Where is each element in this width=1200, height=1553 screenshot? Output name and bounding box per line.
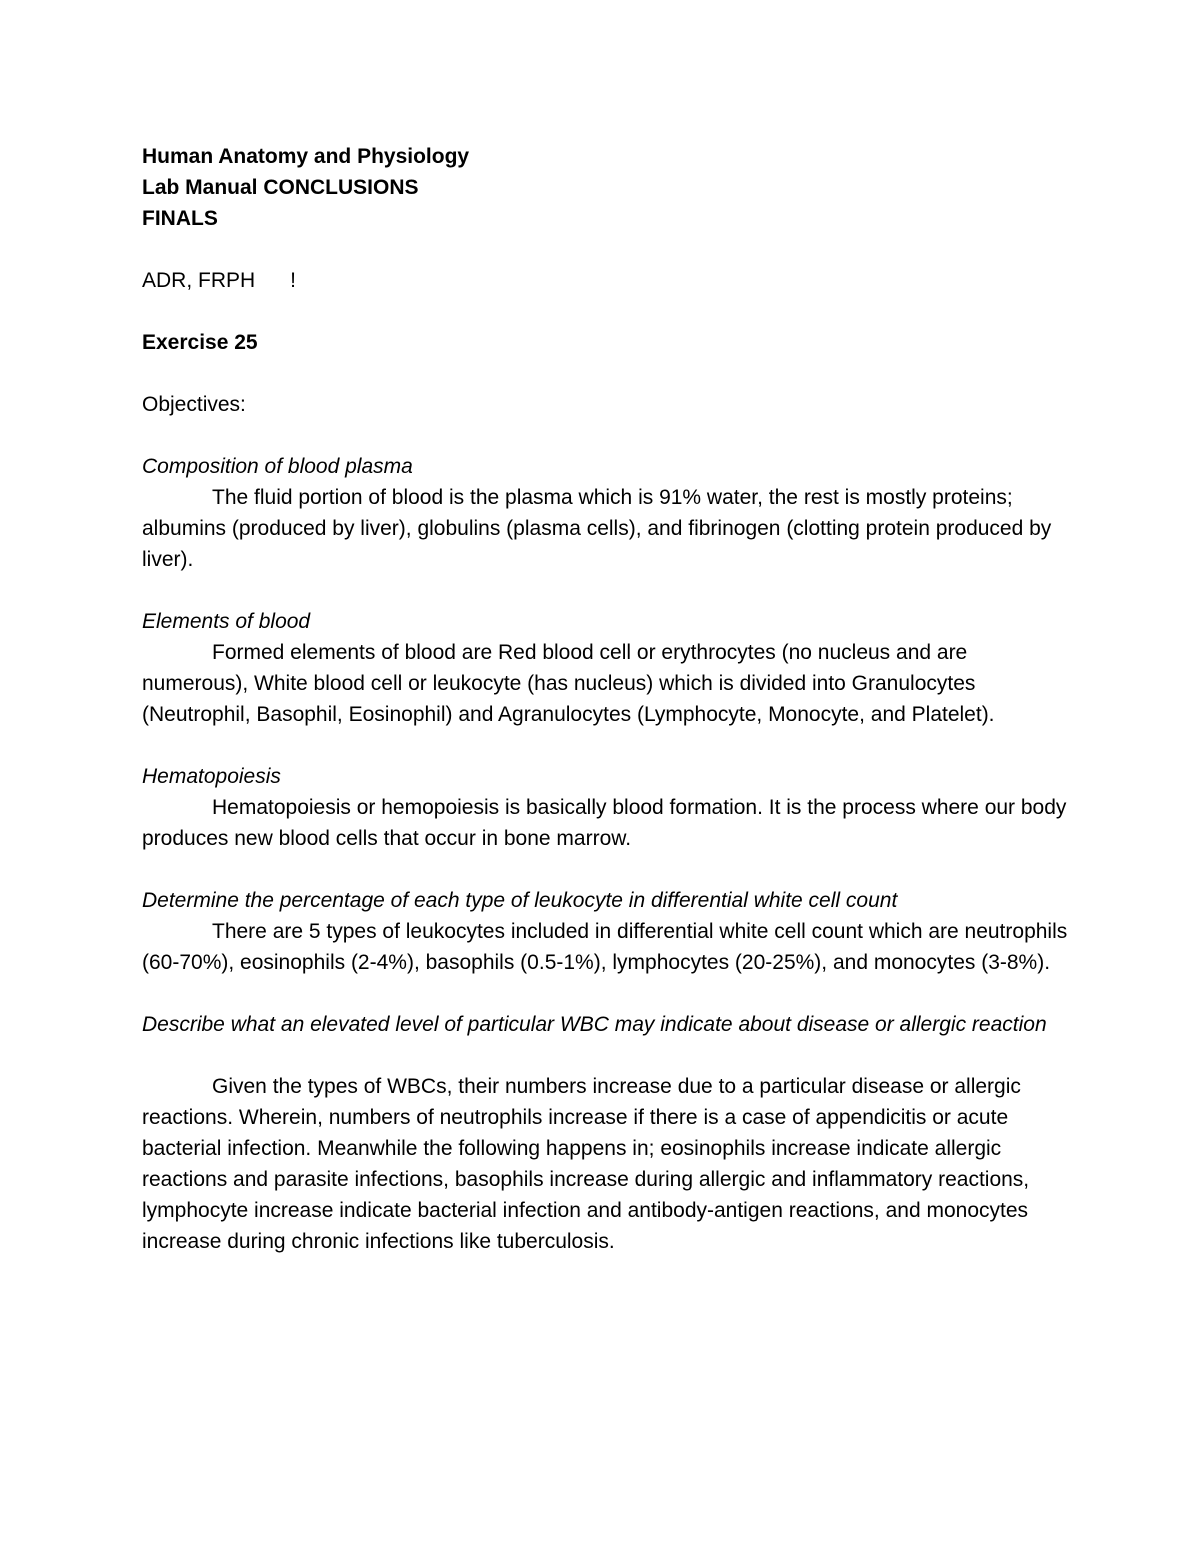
document-title-line-3: FINALS (142, 207, 218, 230)
section-elements-of-blood (142, 606, 1072, 730)
document-title-line-1: Human Anatomy and Physiology (142, 145, 470, 168)
author-line: ADR, FRPH ! (142, 269, 297, 292)
section-body: Hematopoiesis or hemopoiesis is basically blood formation. It is the process where our body produces new blood cells that occur in bone marrow. (142, 796, 1067, 850)
document-page (142, 141, 1072, 1257)
section-blood-plasma (142, 451, 1072, 575)
section-body: Formed elements of blood are Red blood cell or erythrocytes (no nucleus and are numerous), White blood cell or leukocyte (has nucleus) which is divided into Granulocytes (Neutrophil, Basophil, Eosinophil) and Agranulocytes (Lymphocyte, Monocyte, and Platelet). (142, 641, 995, 726)
document-title-line-2: Lab Manual CONCLUSIONS (142, 176, 419, 199)
section-elevated-wbc (142, 1009, 1072, 1257)
section-heading: Describe what an elevated level of particular WBC may indicate about disease or allergic reaction (142, 1013, 1047, 1036)
section-hematopoiesis (142, 761, 1072, 854)
objectives-label: Objectives: (142, 393, 246, 416)
section-heading: Elements of blood (142, 610, 311, 633)
section-body: Given the types of WBCs, their numbers increase due to a particular disease or allergic reactions. Wherein, numbers of neutrophils increase if there is a case of appendicitis or acute bacterial infection. Meanwhile the following happens in; eosinophils increase indicate allergic reactions and parasite infections, basophils increase during allergic and inflammatory reactions, lymphocyte increase indicate bacterial infection and antibody-antigen reactions, and monocytes increase during chronic infections like tuberculosis. (142, 1075, 1030, 1253)
exercise-title: Exercise 25 (142, 331, 258, 354)
document-title-block (142, 141, 1072, 234)
section-leukocyte-percentage (142, 885, 1072, 978)
section-body: There are 5 types of leukocytes included in differential white cell count which are neutrophils (60-70%), eosinophils (2-4%), basophils (0.5-1%), lymphocytes (20-25%), and monocytes (3-8%). (142, 920, 1068, 974)
section-heading: Determine the percentage of each type of leukocyte in differential white cell count (142, 889, 898, 912)
section-heading: Composition of blood plasma (142, 455, 413, 478)
section-heading: Hematopoiesis (142, 765, 281, 788)
section-body: The fluid portion of blood is the plasma which is 91% water, the rest is mostly proteins; albumins (produced by liver), globulins (plasma cells), and fibrinogen (clotting protein produced by liver). (142, 486, 1052, 571)
